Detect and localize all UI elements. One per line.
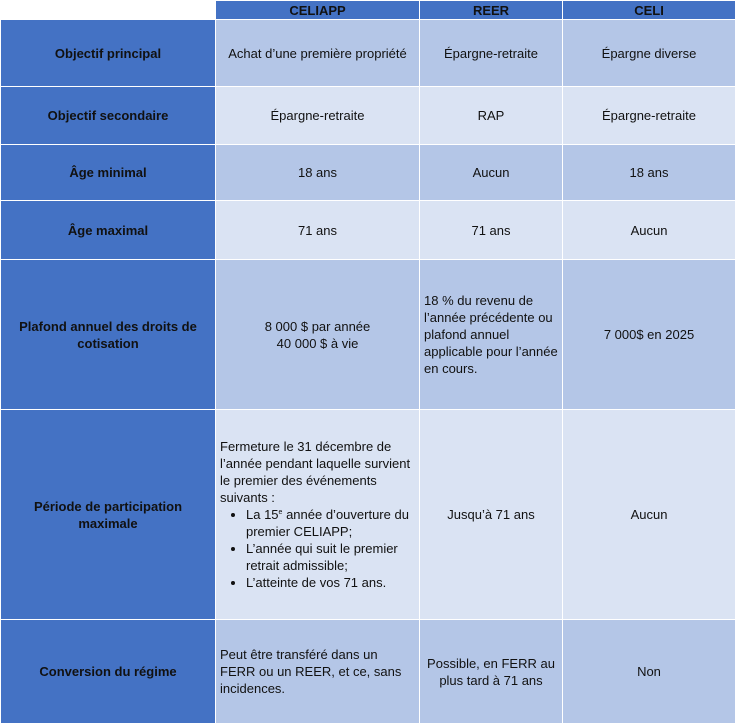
cell-celi: Non xyxy=(563,620,735,724)
header-celi: CELI xyxy=(563,1,735,20)
row-label: Conversion du régime xyxy=(1,620,216,724)
list-item: • L’atteinte de vos 71 ans. xyxy=(246,574,415,591)
cell-celi: Aucun xyxy=(563,201,735,260)
ordinal-superscript: e xyxy=(279,509,283,516)
row-label: Plafond annuel des droits de cotisation xyxy=(1,260,216,410)
row-label: Objectif secondaire xyxy=(1,87,216,145)
conditions-list xyxy=(220,506,415,591)
cell-celi: 7 000$ en 2025 xyxy=(563,260,735,410)
cell-celi: Épargne-retraite xyxy=(563,87,735,145)
cell-line: 8 000 $ par année xyxy=(220,318,415,335)
list-item-text: année d’ouverture du premier CELIAPP; xyxy=(246,507,409,539)
row-objectif-principal xyxy=(1,20,735,87)
row-plafond-annuel xyxy=(1,260,735,410)
cell-celiapp: 71 ans xyxy=(216,201,420,260)
cell-celi: Épargne diverse xyxy=(563,20,735,87)
cell-reer: 71 ans xyxy=(420,201,563,260)
cell-reer: Épargne-retraite xyxy=(420,20,563,87)
cell-reer: 18 % du revenu de l’année précédente ou plafond annuel applicable pour l’année en cours. xyxy=(420,260,563,410)
row-objectif-secondaire xyxy=(1,87,735,145)
cell-celiapp xyxy=(216,260,420,410)
cell-intro: Fermeture le 31 décembre de l’année pendant laquelle survient le premier des événements suivants : xyxy=(220,438,415,506)
row-conversion-regime xyxy=(1,620,735,724)
cell-celiapp: Épargne-retraite xyxy=(216,87,420,145)
list-item-text: La 15 xyxy=(246,507,279,522)
cell-reer: Aucun xyxy=(420,145,563,201)
row-label: Objectif principal xyxy=(1,20,216,87)
cell-reer: RAP xyxy=(420,87,563,145)
list-item xyxy=(246,506,415,540)
header-reer: REER xyxy=(420,1,563,20)
cell-line: 40 000 $ à vie xyxy=(220,335,415,352)
row-label: Âge maximal xyxy=(1,201,216,260)
header-corner xyxy=(1,1,216,20)
row-label: Âge minimal xyxy=(1,145,216,201)
header-celiapp: CELIAPP xyxy=(216,1,420,20)
row-age-minimal xyxy=(1,145,735,201)
list-item: • L’année qui suit le premier retrait admissible; xyxy=(246,540,415,574)
cell-reer: Jusqu’à 71 ans xyxy=(420,410,563,620)
cell-celiapp: 18 ans xyxy=(216,145,420,201)
cell-celiapp: Achat d’une première propriété xyxy=(216,20,420,87)
row-label: Période de participation maximale xyxy=(1,410,216,620)
row-periode-participation xyxy=(1,410,735,620)
cell-reer: Possible, en FERR au plus tard à 71 ans xyxy=(420,620,563,724)
cell-celi: Aucun xyxy=(563,410,735,620)
header-row xyxy=(1,1,735,20)
cell-celiapp xyxy=(216,410,420,620)
cell-celiapp: Peut être transféré dans un FERR ou un REER, et ce, sans incidences. xyxy=(216,620,420,724)
row-age-maximal xyxy=(1,201,735,260)
cell-celi: 18 ans xyxy=(563,145,735,201)
